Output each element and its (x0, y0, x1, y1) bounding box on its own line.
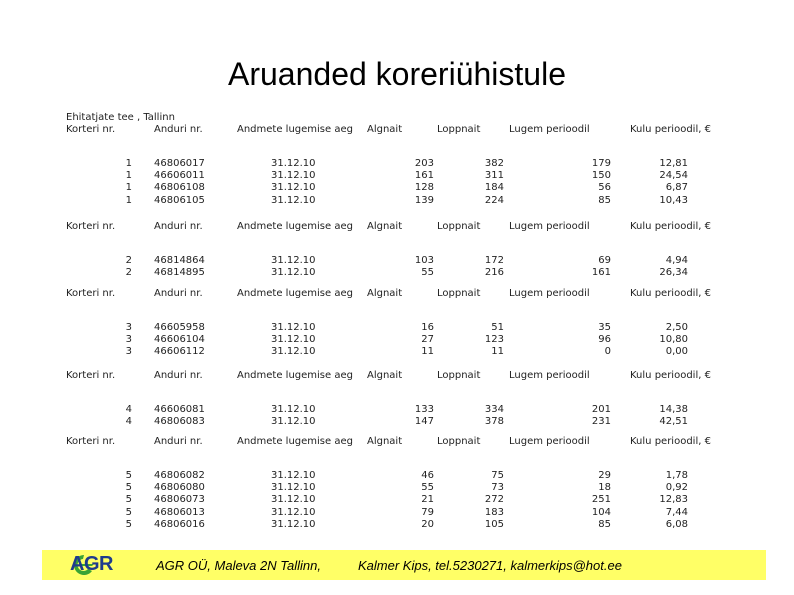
cell-start: 128 (414, 182, 434, 194)
table-row (62, 404, 732, 416)
cell-end: 172 (484, 255, 504, 266)
table-header-row (62, 221, 732, 233)
cell-meter: 46806083 (154, 416, 205, 428)
cell-cost: 4,94 (665, 255, 688, 266)
cell-start: 16 (421, 322, 434, 333)
cell-end: 311 (484, 170, 504, 182)
cell-date: 31.12.10 (271, 470, 316, 481)
cell-start: 133 (414, 404, 434, 415)
cell-cost: 24,54 (659, 170, 688, 182)
table-row (62, 494, 732, 506)
meter-report-table (62, 112, 732, 530)
cell-meter: 46806073 (154, 494, 205, 506)
cell-cost: 10,80 (659, 334, 688, 346)
cell-meter: 46605958 (154, 322, 205, 333)
header-meter: Anduri nr. (154, 370, 203, 381)
cell-apt: 2 (125, 267, 132, 279)
header-meter: Anduri nr. (154, 124, 203, 135)
cell-meter: 46814864 (154, 255, 205, 266)
cell-period: 201 (591, 404, 611, 415)
cell-date: 31.12.10 (271, 158, 316, 169)
header-cost: Kulu perioodil, € (630, 221, 711, 232)
cell-apt: 1 (125, 182, 132, 194)
cell-apt: 3 (125, 322, 132, 333)
cell-date: 31.12.10 (271, 194, 316, 206)
header-date: Andmete lugemise aeg (237, 436, 353, 447)
cell-period: 29 (598, 470, 611, 481)
cell-date: 31.12.10 (271, 346, 316, 358)
header-end: Loppnait (437, 221, 481, 232)
cell-date: 31.12.10 (271, 170, 316, 182)
cell-period: 161 (591, 267, 611, 279)
cell-date: 31.12.10 (271, 404, 316, 415)
cell-meter: 46806013 (154, 506, 205, 518)
cell-end: 378 (484, 416, 504, 428)
cell-period: 18 (598, 482, 611, 494)
cell-date: 31.12.10 (271, 334, 316, 346)
table-row (62, 334, 732, 346)
table-row (62, 170, 732, 182)
table-row (62, 470, 732, 482)
header-cost: Kulu perioodil, € (630, 124, 711, 135)
cell-end: 51 (491, 322, 504, 333)
cell-date: 31.12.10 (271, 494, 316, 506)
cell-date: 31.12.10 (271, 322, 316, 333)
cell-apt: 4 (125, 416, 132, 428)
cell-date: 31.12.10 (271, 267, 316, 279)
cell-start: 79 (421, 506, 434, 518)
cell-date: 31.12.10 (271, 182, 316, 194)
cell-cost: 6,08 (665, 518, 688, 530)
table-row (62, 519, 732, 530)
footer-band (42, 550, 766, 580)
cell-apt: 1 (125, 158, 132, 169)
cell-period: 69 (598, 255, 611, 266)
cell-apt: 4 (125, 404, 132, 415)
header-period: Lugem perioodil (509, 288, 590, 299)
table-header-row (62, 288, 732, 300)
cell-period: 85 (598, 194, 611, 206)
header-start: Algnait (367, 436, 403, 447)
cell-meter: 46806082 (154, 470, 205, 481)
table-row (62, 507, 732, 519)
table-header-row (62, 436, 732, 448)
logo-text: AGR (70, 553, 113, 575)
cell-date: 31.12.10 (271, 518, 316, 530)
header-apt: Korteri nr. (66, 288, 116, 299)
cell-end: 184 (484, 182, 504, 194)
cell-start: 21 (421, 494, 434, 506)
cell-apt: 5 (125, 494, 132, 506)
cell-apt: 5 (125, 506, 132, 518)
cell-end: 123 (484, 334, 504, 346)
cell-end: 272 (484, 494, 504, 506)
cell-meter: 46806080 (154, 482, 205, 494)
table-row (62, 346, 732, 358)
cell-end: 73 (491, 482, 504, 494)
cell-cost: 0,92 (665, 482, 688, 494)
cell-meter: 46806105 (154, 194, 205, 206)
cell-cost: 0,00 (665, 346, 688, 358)
cell-cost: 6,87 (665, 182, 688, 194)
cell-period: 150 (591, 170, 611, 182)
cell-end: 75 (491, 470, 504, 481)
table-header-row (62, 124, 732, 136)
table-row (62, 322, 732, 334)
header-end: Loppnait (437, 370, 481, 381)
table-row (62, 482, 732, 494)
cell-cost: 12,81 (659, 158, 688, 169)
table-row (62, 267, 732, 279)
cell-period: 85 (598, 518, 611, 530)
cell-meter: 46606011 (154, 170, 205, 182)
header-end: Loppnait (437, 436, 481, 447)
table-row (62, 195, 732, 207)
cell-meter: 46806108 (154, 182, 205, 194)
header-date: Andmete lugemise aeg (237, 221, 353, 232)
cell-period: 56 (598, 182, 611, 194)
cell-start: 55 (421, 267, 434, 279)
table-row (62, 182, 732, 194)
footer-company: AGR OÜ, Maleva 2N Tallinn, (156, 558, 321, 573)
cell-cost: 12,83 (659, 494, 688, 506)
cell-start: 20 (421, 518, 434, 530)
table-row (62, 255, 732, 267)
cell-apt: 5 (125, 518, 132, 530)
cell-apt: 3 (125, 346, 132, 358)
cell-period: 96 (598, 334, 611, 346)
cell-cost: 1,78 (665, 470, 688, 481)
header-cost: Kulu perioodil, € (630, 370, 711, 381)
cell-end: 183 (484, 506, 504, 518)
cell-apt: 3 (125, 334, 132, 346)
cell-end: 11 (491, 346, 504, 358)
header-start: Algnait (367, 221, 403, 232)
cell-meter: 46606104 (154, 334, 205, 346)
cell-end: 216 (484, 267, 504, 279)
cell-start: 139 (414, 194, 434, 206)
cell-cost: 7,44 (665, 506, 688, 518)
header-meter: Anduri nr. (154, 288, 203, 299)
cell-cost: 14,38 (659, 404, 688, 415)
cell-cost: 2,50 (665, 322, 688, 333)
cell-period: 0 (604, 346, 611, 358)
cell-apt: 1 (125, 194, 132, 206)
slide-title: Aruanded koreriühistule (228, 56, 566, 92)
cell-start: 103 (414, 255, 434, 266)
header-start: Algnait (367, 370, 403, 381)
table-row (62, 416, 732, 428)
header-start: Algnait (367, 124, 403, 135)
cell-meter: 46806017 (154, 158, 205, 169)
table-row (62, 158, 732, 170)
header-end: Loppnait (437, 288, 481, 299)
header-date: Andmete lugemise aeg (237, 124, 353, 135)
cell-period: 35 (598, 322, 611, 333)
cell-end: 224 (484, 194, 504, 206)
cell-period: 179 (591, 158, 611, 169)
cell-date: 31.12.10 (271, 482, 316, 494)
cell-meter: 46606081 (154, 404, 205, 415)
header-cost: Kulu perioodil, € (630, 288, 711, 299)
cell-apt: 1 (125, 170, 132, 182)
cell-start: 147 (414, 416, 434, 428)
header-period: Lugem perioodil (509, 370, 590, 381)
header-meter: Anduri nr. (154, 221, 203, 232)
cell-start: 203 (414, 158, 434, 169)
header-end: Loppnait (437, 124, 481, 135)
cell-start: 55 (421, 482, 434, 494)
cell-date: 31.12.10 (271, 416, 316, 428)
table-header-row (62, 370, 732, 382)
header-date: Andmete lugemise aeg (237, 288, 353, 299)
cell-apt: 5 (125, 470, 132, 481)
street-label: Ehitatjate tee , Tallinn (66, 112, 175, 123)
header-apt: Korteri nr. (66, 124, 116, 135)
cell-end: 334 (484, 404, 504, 415)
cell-period: 104 (591, 506, 611, 518)
cell-date: 31.12.10 (271, 255, 316, 266)
cell-start: 11 (421, 346, 434, 358)
header-meter: Anduri nr. (154, 436, 203, 447)
cell-cost: 26,34 (659, 267, 688, 279)
header-period: Lugem perioodil (509, 221, 590, 232)
cell-meter: 46806016 (154, 518, 205, 530)
cell-end: 382 (484, 158, 504, 169)
header-period: Lugem perioodil (509, 124, 590, 135)
cell-apt: 5 (125, 482, 132, 494)
header-apt: Korteri nr. (66, 436, 116, 447)
header-apt: Korteri nr. (66, 370, 116, 381)
footer-contact: Kalmer Kips, tel.5230271, kalmerkips@hot.ee (358, 558, 622, 573)
cell-period: 251 (591, 494, 611, 506)
header-cost: Kulu perioodil, € (630, 436, 711, 447)
header-apt: Korteri nr. (66, 221, 116, 232)
cell-period: 231 (591, 416, 611, 428)
header-date: Andmete lugemise aeg (237, 370, 353, 381)
cell-cost: 42,51 (659, 416, 688, 428)
cell-start: 46 (421, 470, 434, 481)
cell-meter: 46606112 (154, 346, 205, 358)
header-period: Lugem perioodil (509, 436, 590, 447)
cell-start: 27 (421, 334, 434, 346)
header-start: Algnait (367, 288, 403, 299)
cell-cost: 10,43 (659, 194, 688, 206)
cell-apt: 2 (125, 255, 132, 266)
cell-end: 105 (484, 518, 504, 530)
cell-meter: 46814895 (154, 267, 205, 279)
cell-start: 161 (414, 170, 434, 182)
cell-date: 31.12.10 (271, 506, 316, 518)
